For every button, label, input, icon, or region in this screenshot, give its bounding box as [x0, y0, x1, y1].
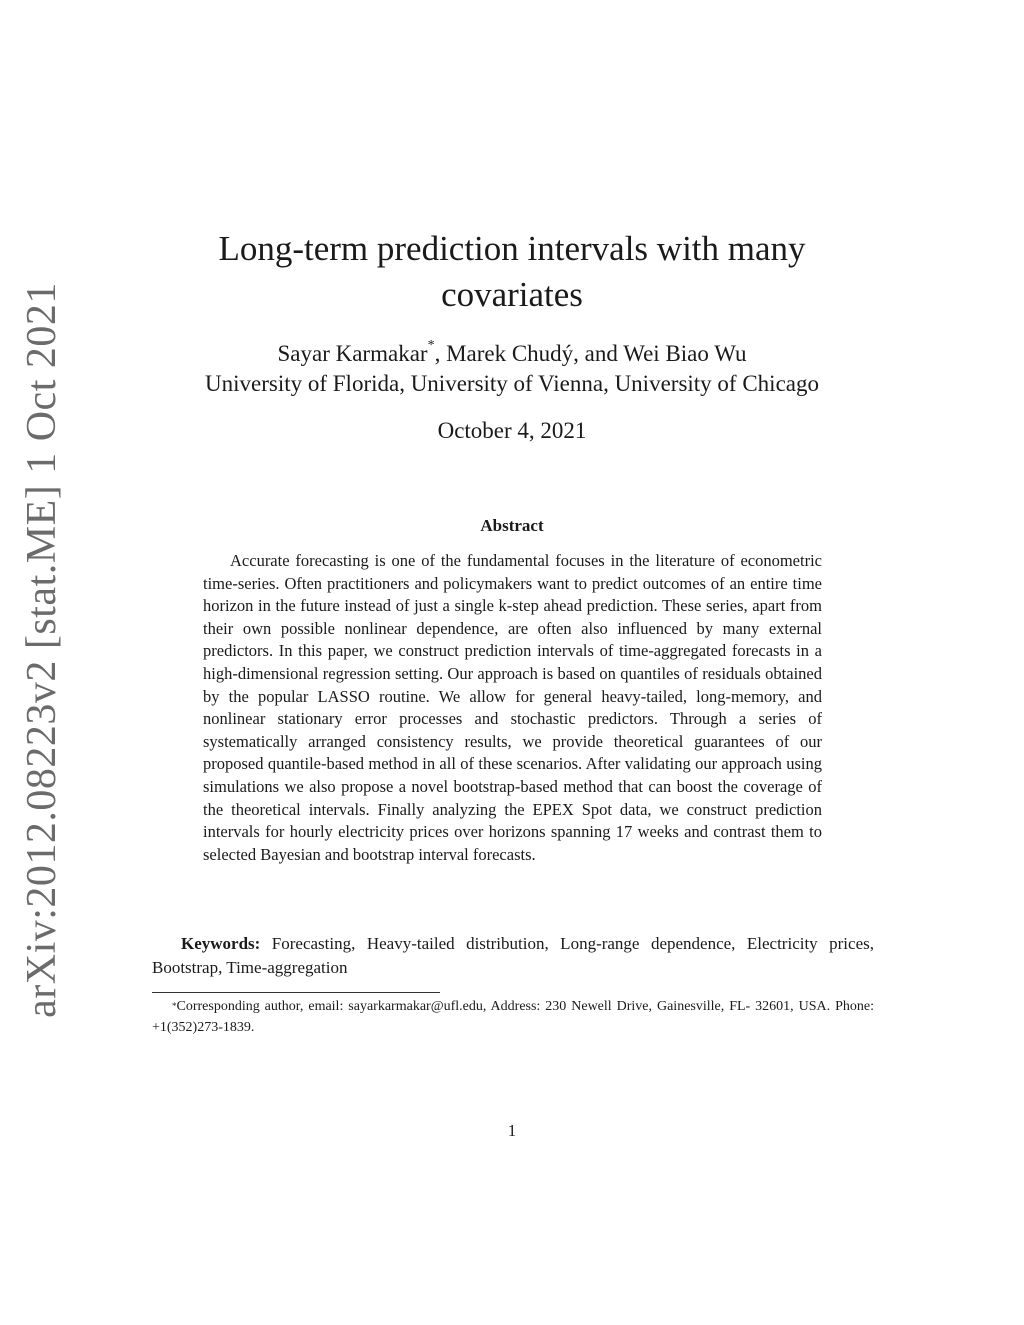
abstract-heading: Abstract — [480, 516, 544, 535]
author-names — [150, 339, 874, 369]
author-affiliations: University of Florida, University of Vienna, University of Chicago — [205, 371, 819, 396]
footnote-mark: * — [172, 1001, 177, 1011]
keywords-list: Forecasting, Heavy-tailed distribution, Long-range dependence, Electricity prices, Bootstrap, Time-aggregation — [152, 934, 874, 977]
arxiv-identifier-stamp: arXiv:2012.08223v2 [stat.ME] 1 Oct 2021 — [19, 282, 65, 1018]
abstract-text: Accurate forecasting is one of the fundamental focuses in the literature of econometric time-series. Often practitioners and policymakers want to predict outcomes of an entire time horizon in the future instead of just a single k-step ahead prediction. These series, apart from their own possible nonlinear dependence, are often also influenced by many external predictors. In this paper, we construct prediction intervals of time-aggregated forecasts in a high-dimensional regression setting. Our approach is based on quantiles of residuals obtained by the popular LASSO routine. We allow for general heavy-tailed, long-memory, and nonlinear stationary error processes and stochastic predictors. Through a series of systematically arranged consistency results, we provide theoretical guarantees of our proposed quantile-based method in all of these scenarios. After validating our approach using simulations we also propose a novel bootstrap-based method that can boost the coverage of the theoretical intervals. Finally analyzing the EPEX Spot data, we construct prediction intervals for hourly electricity prices over horizons spanning 17 weeks and contrast them to selected Bayesian and bootstrap interval forecasts. — [203, 551, 822, 864]
author-rest: , Marek Chudý, and Wei Biao Wu — [434, 341, 747, 366]
paper-date: October 4, 2021 — [437, 418, 587, 443]
page-number: 1 — [507, 1121, 517, 1140]
author-block — [150, 339, 874, 399]
keywords-label: Keywords: — [181, 934, 261, 953]
footnote — [152, 996, 874, 1038]
footnote-text: Corresponding author, email: sayarkarmakar@ufl.edu, Address: 230 Newell Drive, Gainesville, FL- 32601, USA. Phone: +1(352)273-1839. — [152, 999, 874, 1035]
keywords-paragraph — [152, 932, 874, 980]
footnote-divider — [152, 992, 440, 993]
author-first: Sayar Karmakar — [277, 341, 428, 366]
paper-title: Long-term prediction intervals with many covariates — [218, 229, 806, 314]
author-footnote-mark[interactable]: * — [427, 338, 435, 353]
